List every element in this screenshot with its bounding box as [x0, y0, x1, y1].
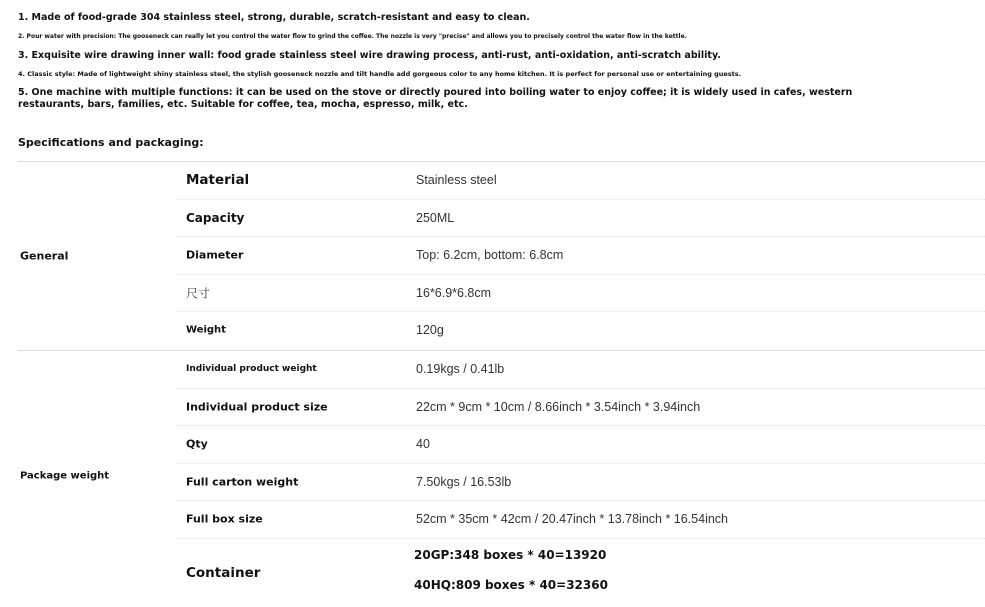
spec-key: Qty: [186, 437, 208, 451]
spec-row-container: [176, 539, 985, 607]
general-group-label: General: [20, 249, 69, 263]
feature-3: 3. Exquisite wire drawing inner wall: food grade stainless steel wire drawing process, anti-rust, anti-oxidation, anti-scratch ability.: [18, 50, 721, 61]
package-group-label: Package weight: [20, 470, 110, 482]
feature-4: 4. Classic style: Made of lightweight shiny stainless steel, the stylish gooseneck nozzle and tilt handle add gorgeous color to any home kitchen. It is perfect for personal use or entertaining guests.: [18, 70, 742, 78]
spec-value: 0.19kgs / 0.41lb: [416, 362, 505, 377]
spec-key: Container: [186, 564, 261, 581]
container-value-40hq: 40HQ:809 boxes * 40=32360: [414, 577, 608, 592]
spec-value: 120g: [416, 323, 444, 338]
spec-key: Weight: [186, 324, 226, 336]
spec-value: 16*6.9*6.8cm: [416, 285, 492, 300]
spec-key: Individual product weight: [186, 364, 317, 375]
spec-value: 22cm * 9cm * 10cm / 8.66inch * 3.54inch * 3.94inch: [416, 399, 701, 414]
spec-key: Individual product size: [186, 400, 328, 414]
spec-row-weight: [176, 312, 985, 349]
spec-value: 7.50kgs / 16.53lb: [416, 474, 512, 489]
spec-key: Full box size: [186, 512, 263, 526]
spec-value: 52cm * 35cm * 42cm / 20.47inch * 13.78inch * 16.54inch: [416, 512, 728, 527]
spec-value: 250ML: [416, 210, 455, 225]
spec-key: Material: [186, 172, 250, 189]
spec-row-size: [176, 275, 985, 313]
feature-2: 2. Pour water with precision: The gooseneck can really let you control the water flow to grind the coffee. The nozzle is very "precise" and allows you to precisely control the water flow in the kettle.: [18, 33, 687, 40]
specifications-heading: Specifications and packaging:: [18, 136, 204, 149]
spec-row-material: [176, 162, 985, 200]
spec-key: 尺寸: [186, 286, 211, 301]
general-group: [18, 162, 985, 351]
container-value-20gp: 20GP:348 boxes * 40=13920: [414, 547, 607, 562]
feature-5: 5. One machine with multiple functions: it can be used on the stove or directly poured into boiling water to enjoy coffee; it is widely used in cafes, western restaurants, bars, families, etc. Suitable for coffee, tea, mocha, espresso, milk, etc.: [18, 87, 853, 110]
spec-row-capacity: [176, 200, 985, 238]
package-group: [18, 351, 985, 601]
spec-table: [18, 161, 985, 601]
spec-row-carton-weight: [176, 464, 985, 502]
feature-1: 1. Made of food-grade 304 stainless steel, strong, durable, scratch-resistant and easy to clean.: [18, 12, 530, 23]
spec-value: 40: [416, 437, 430, 452]
spec-value: Top: 6.2cm, bottom: 6.8cm: [416, 248, 564, 263]
spec-key: Diameter: [186, 248, 244, 262]
spec-value: Stainless steel: [416, 173, 497, 188]
spec-key: Full carton weight: [186, 475, 299, 489]
spec-row-individual-size: [176, 389, 985, 427]
spec-key: Capacity: [186, 210, 245, 225]
spec-row-individual-weight: [176, 351, 985, 389]
spec-row-qty: [176, 426, 985, 464]
spec-row-diameter: [176, 237, 985, 275]
spec-row-box-size: [176, 501, 985, 539]
